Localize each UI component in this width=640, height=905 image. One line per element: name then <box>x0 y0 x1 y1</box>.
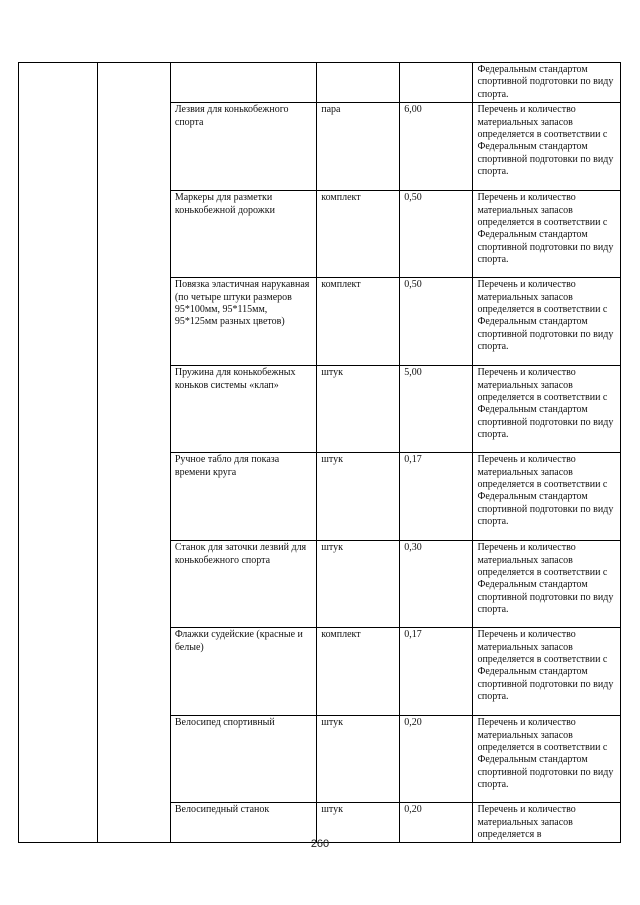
cell-qty: 0,20 <box>400 716 473 803</box>
cell-name: Велосипедный станок <box>170 803 316 843</box>
page-number: 260 <box>310 838 330 850</box>
cell-unit: пара <box>317 103 400 191</box>
cell-name: Велосипед спортивный <box>170 716 316 803</box>
cell-name: Ручное табло для показа времени круга <box>170 453 316 541</box>
cell-unit-empty <box>317 63 400 103</box>
cell-qty: 0,50 <box>400 191 473 278</box>
cell-qty: 0,20 <box>400 803 473 843</box>
cell-qty: 0,50 <box>400 278 473 366</box>
cell-note: Перечень и количество материальных запасов определяется в соответствии с Федеральным стандартом спортивной подготовки по виду спорта. <box>473 453 621 541</box>
cell-name-empty <box>170 63 316 103</box>
merged-cell-col2 <box>97 63 170 843</box>
cell-note: Перечень и количество материальных запасов определяется в соответствии с Федеральным стандартом спортивной подготовки по виду спорта. <box>473 278 621 366</box>
cell-unit: штук <box>317 366 400 453</box>
cell-note: Федеральным стандартом спортивной подготовки по виду спорта. <box>473 63 621 103</box>
cell-qty-empty <box>400 63 473 103</box>
cell-qty: 0,17 <box>400 453 473 541</box>
cell-qty: 0,30 <box>400 541 473 628</box>
equipment-table <box>18 62 621 843</box>
cell-name: Маркеры для разметки конькобежной дорожки <box>170 191 316 278</box>
cell-note: Перечень и количество материальных запасов определяется в соответствии с Федеральным стандартом спортивной подготовки по виду спорта. <box>473 103 621 191</box>
cell-qty: 6,00 <box>400 103 473 191</box>
cell-name: Флажки судейские (красные и белые) <box>170 628 316 716</box>
cell-unit: комплект <box>317 278 400 366</box>
cell-note: Перечень и количество материальных запасов определяется в соответствии с Федеральным стандартом спортивной подготовки по виду спорта. <box>473 191 621 278</box>
cell-unit: штук <box>317 541 400 628</box>
cell-note: Перечень и количество материальных запасов определяется в соответствии с Федеральным стандартом спортивной подготовки по виду спорта. <box>473 628 621 716</box>
cell-note: Перечень и количество материальных запасов определяется в соответствии с Федеральным стандартом спортивной подготовки по виду спорта. <box>473 716 621 803</box>
cell-note: Перечень и количество материальных запасов определяется в <box>473 803 621 843</box>
cell-name: Повязка эластичная нарукавная (по четыре штуки размеров 95*100мм, 95*115мм, 95*125мм разных цветов) <box>170 278 316 366</box>
cell-unit: штук <box>317 803 400 843</box>
cell-unit: штук <box>317 716 400 803</box>
merged-cell-col1 <box>19 63 98 843</box>
cell-name: Станок для заточки лезвий для конькобежного спорта <box>170 541 316 628</box>
cell-note: Перечень и количество материальных запасов определяется в соответствии с Федеральным стандартом спортивной подготовки по виду спорта. <box>473 366 621 453</box>
table-row-continued <box>19 63 621 103</box>
cell-qty: 5,00 <box>400 366 473 453</box>
cell-note: Перечень и количество материальных запасов определяется в соответствии с Федеральным стандартом спортивной подготовки по виду спорта. <box>473 541 621 628</box>
cell-qty: 0,17 <box>400 628 473 716</box>
cell-name: Лезвия для конькобежного спорта <box>170 103 316 191</box>
cell-unit: комплект <box>317 191 400 278</box>
cell-unit: комплект <box>317 628 400 716</box>
cell-unit: штук <box>317 453 400 541</box>
cell-name: Пружина для конькобежных коньков системы «клап» <box>170 366 316 453</box>
